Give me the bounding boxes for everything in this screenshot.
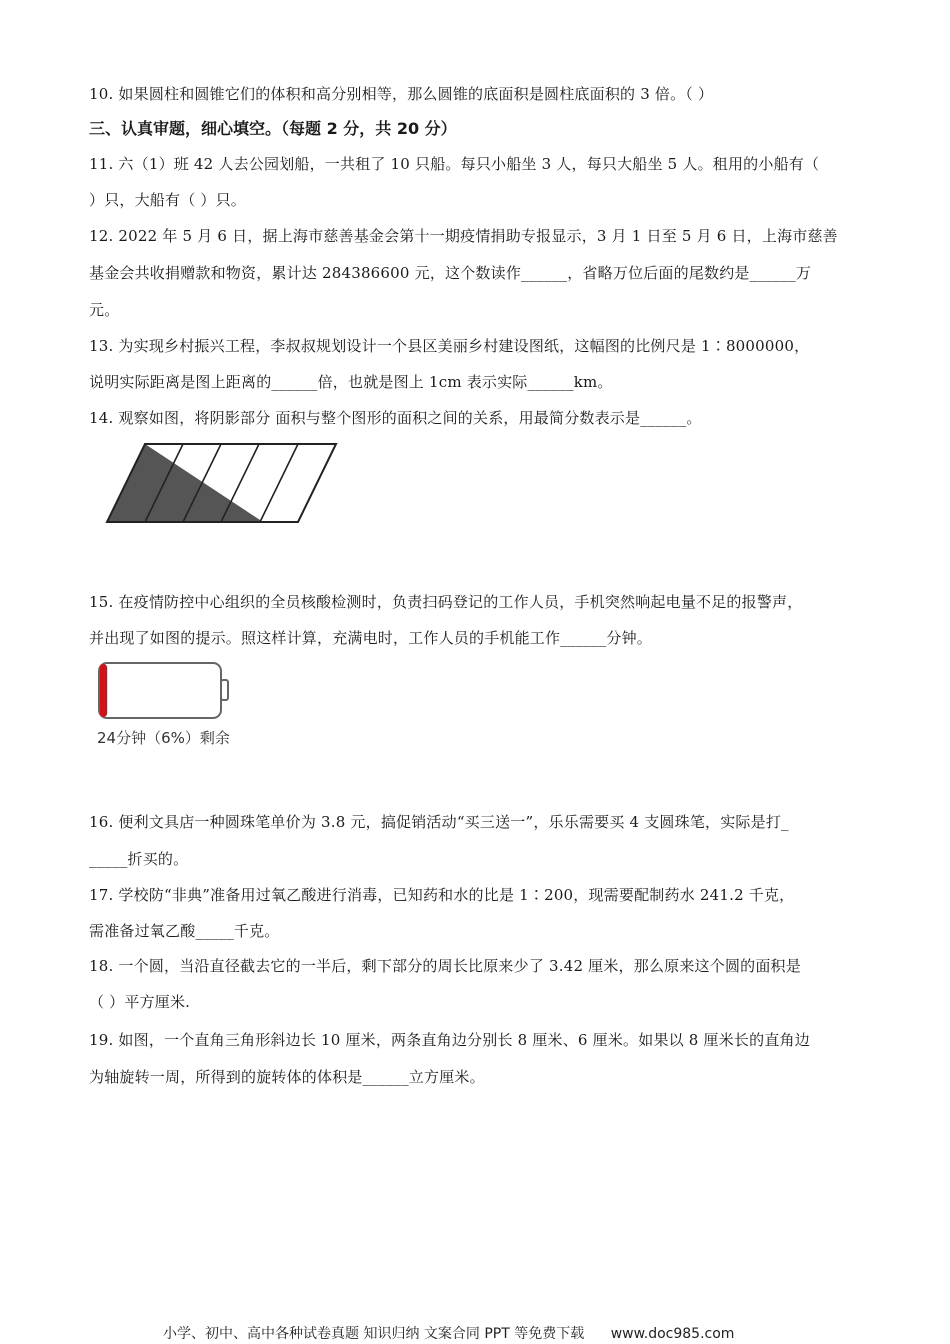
q12-line1: 12. 2022 年 5 月 6 日，据上海市慈善基金会第十一期疫情捐助专报显示，3 月 1 日至 5 月 6 日，上海市慈善 xyxy=(89,227,838,245)
q13-line2: 说明实际距离是图上距离的______倍，也就是图上 1cm 表示实际______km。 xyxy=(89,373,613,391)
q17-line1: 17. 学校防“非典”准备用过氧乙酸进行消毒，已知药和水的比是 1∶200，现需要配制药水 241.2 千克， xyxy=(89,886,795,904)
battery-caption: 24分钟（6%）剩余 xyxy=(97,729,230,747)
q12-line3: 元。 xyxy=(89,301,120,319)
q16-line2: _____折买的。 xyxy=(89,850,189,868)
section-heading: 三、认真审题，细心填空。（每题 2 分，共 20 分） xyxy=(89,119,457,138)
q10-text: 10. 如果圆柱和圆锥它们的体积和高分别相等，那么圆锥的底面积是圆柱底面积的 3 倍。（ ） xyxy=(89,85,714,103)
q17-line2: 需准备过氧乙酸_____千克。 xyxy=(89,922,280,940)
q13-line1: 13. 为实现乡村振兴工程，李叔叔规划设计一个县区美丽乡村建设图纸，这幅图的比例尺是 1∶8000000， xyxy=(89,337,810,355)
page-footer xyxy=(163,1323,734,1343)
q11-line1: 11. 六（1）班 42 人去公园划船，一共租了 10 只船。每只小船坐 3 人，每只大船坐 5 人。租用的小船有（ xyxy=(89,155,820,173)
battery-terminal xyxy=(221,680,228,700)
q19-line2: 为轴旋转一周，所得到的旋转体的体积是______立方厘米。 xyxy=(89,1068,485,1086)
q14-line1: 14. 观察如图，将阴影部分 面积与整个图形的面积之间的关系，用最简分数表示是______。 xyxy=(89,409,702,427)
q18-line1: 18. 一个圆，当沿直径截去它的一半后，剩下部分的周长比原来少了 3.42 厘米，那么原来这个圆的面积是 xyxy=(89,957,801,975)
battery-icon xyxy=(97,660,237,722)
parallelogram-figure xyxy=(100,440,345,528)
divider-line xyxy=(260,444,298,522)
q16-line1: 16. 便利文具店一种圆珠笔单价为 3.8 元，搞促销活动“买三送一”，乐乐需要买 4 支圆珠笔，实际是打_ xyxy=(89,813,789,831)
footer-text: 小学、初中、高中各种试卷真题 知识归纳 文案合同 PPT 等免费下载 xyxy=(163,1326,585,1342)
q19-line1: 19. 如图，一个直角三角形斜边长 10 厘米，两条直角边分别长 8 厘米、6 厘米。如果以 8 厘米长的直角边 xyxy=(89,1031,810,1049)
q15-line1: 15. 在疫情防控中心组织的全员核酸检测时，负责扫码登记的工作人员，手机突然响起电量不足的报警声， xyxy=(89,593,803,611)
q18-line2: （ ）平方厘米. xyxy=(89,993,191,1011)
footer-link[interactable]: www.doc985.com xyxy=(610,1326,735,1342)
q12-line2: 基金会共收捐赠款和物资，累计达 284386600 元，这个数读作______，省略万位后面的尾数约是______万 xyxy=(89,264,812,282)
q15-line2: 并出现了如图的提示。照这样计算，充满电时，工作人员的手机能工作______分钟。 xyxy=(89,629,653,647)
battery-body xyxy=(99,663,221,718)
battery-level-fill xyxy=(100,664,107,717)
q11-line2: ）只，大船有（ ）只。 xyxy=(89,191,246,209)
